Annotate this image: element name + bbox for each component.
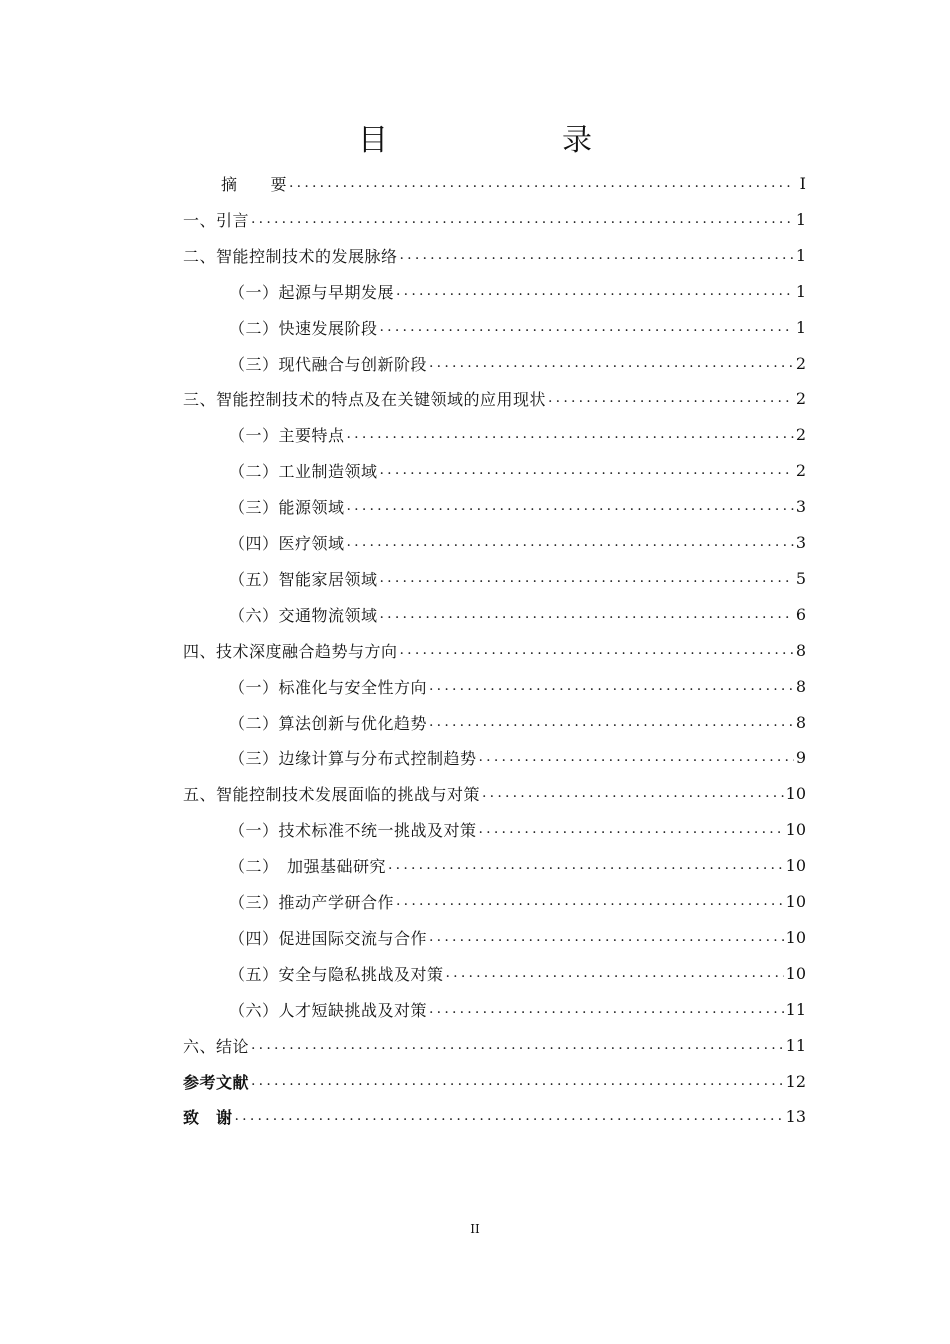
- toc-entry-page: 3: [795, 496, 806, 516]
- toc-entry-page: 3: [795, 532, 806, 552]
- toc-entry-page: 10: [785, 819, 806, 839]
- toc-entry[interactable]: [183, 240, 806, 270]
- toc-entry-page: 13: [785, 1106, 806, 1126]
- toc-entry[interactable]: [229, 276, 806, 306]
- toc-entry-page: 10: [785, 927, 806, 947]
- toc-entry-label: （四）医疗领域: [229, 533, 345, 553]
- toc-entry-label: （二） 加强基础研究: [229, 856, 387, 876]
- toc-entry[interactable]: [229, 742, 806, 772]
- toc-entry-page: 10: [785, 891, 806, 911]
- toc-leader-dots: [429, 671, 794, 701]
- toc-entry[interactable]: [229, 455, 806, 485]
- toc-entry-page: I: [799, 173, 806, 193]
- toc-entry[interactable]: [183, 1066, 806, 1096]
- toc-entry-label: 四、技术深度融合趋势与方向: [183, 641, 398, 661]
- toc-entry-page: 8: [795, 640, 806, 660]
- toc-entry-label: （五）安全与隐私挑战及对策: [229, 964, 444, 984]
- toc-entry[interactable]: [229, 419, 806, 449]
- toc-entry[interactable]: [229, 958, 806, 988]
- toc-entry[interactable]: [183, 204, 806, 234]
- toc-entry-page: 10: [785, 855, 806, 875]
- toc-leader-dots: [396, 886, 784, 916]
- toc-entry[interactable]: [183, 778, 806, 808]
- toc-entry-label: 摘 要: [221, 174, 288, 194]
- toc-entry-page: 11: [785, 1035, 806, 1055]
- toc-leader-dots: [347, 491, 794, 521]
- toc-entry-page: 11: [785, 999, 806, 1019]
- toc-entry-label: （一）起源与早期发展: [229, 282, 395, 302]
- toc-entry-page: 9: [795, 747, 806, 767]
- toc-entry-page: 8: [795, 676, 806, 696]
- toc-entry-label: 六、结论: [183, 1036, 250, 1056]
- toc-entry-label: （六）人才短缺挑战及对策: [229, 1000, 428, 1020]
- toc-entry-label: （五）智能家居领域: [229, 569, 378, 589]
- toc-title: 目 录: [358, 123, 630, 158]
- toc-entry-label: （三）边缘计算与分布式控制趋势: [229, 748, 477, 768]
- toc-leader-dots: [548, 383, 794, 413]
- toc-entry-label: （二）工业制造领域: [229, 461, 378, 481]
- toc-entry[interactable]: [183, 383, 806, 413]
- toc-leader-dots: [347, 527, 794, 557]
- toc-entry-label: （一）主要特点: [229, 425, 345, 445]
- toc-leader-dots: [446, 958, 784, 988]
- toc-entry-label: （一）技术标准不统一挑战及对策: [229, 820, 477, 840]
- toc-leader-dots: [235, 1101, 784, 1131]
- toc-entry[interactable]: [229, 994, 806, 1024]
- toc-entry[interactable]: [229, 850, 806, 880]
- toc-leader-dots: [251, 1030, 784, 1060]
- toc-entry-page: 10: [785, 963, 806, 983]
- toc-entry-label: 致 谢: [183, 1107, 233, 1127]
- toc-leader-dots: [479, 742, 794, 772]
- toc-entry-page: 2: [795, 460, 806, 480]
- toc-entry[interactable]: [229, 527, 806, 557]
- toc-entry-page: 5: [795, 568, 806, 588]
- page-number: II: [470, 1222, 480, 1236]
- toc-entry-page: 1: [795, 281, 806, 301]
- toc-entry-label: 参考文献: [183, 1072, 250, 1092]
- toc-entry[interactable]: [229, 707, 806, 737]
- toc-entry-label: （四）促进国际交流与合作: [229, 928, 428, 948]
- toc-entry[interactable]: [183, 635, 806, 665]
- toc-leader-dots: [396, 276, 794, 306]
- toc-entry[interactable]: [229, 599, 806, 629]
- toc-entry-page: 1: [795, 317, 806, 337]
- toc-entry-label: （三）能源领域: [229, 497, 345, 517]
- toc-entry-label: （一）标准化与安全性方向: [229, 677, 428, 697]
- toc-leader-dots: [347, 419, 794, 449]
- toc-entry-page: 1: [795, 209, 806, 229]
- toc-entry[interactable]: [229, 312, 806, 342]
- toc-entry-label: （二）算法创新与优化趋势: [229, 713, 428, 733]
- toc-leader-dots: [251, 204, 794, 234]
- toc-leader-dots: [380, 312, 794, 342]
- toc-entry-page: 12: [785, 1071, 806, 1091]
- toc-leader-dots: [479, 814, 784, 844]
- toc-entry-page: 6: [795, 604, 806, 624]
- toc-entry-label: 二、智能控制技术的发展脉络: [183, 246, 398, 266]
- toc-entry[interactable]: [229, 922, 806, 952]
- toc-leader-dots: [380, 563, 794, 593]
- toc-leader-dots: [429, 922, 784, 952]
- toc-entry-label: （三）推动产学研合作: [229, 892, 395, 912]
- toc-leader-dots: [289, 168, 794, 198]
- toc-entry-label: （二）快速发展阶段: [229, 318, 378, 338]
- toc-leader-dots: [482, 778, 784, 808]
- toc-leader-dots: [400, 240, 794, 270]
- toc-entry-label: 一、引言: [183, 210, 250, 230]
- toc-leader-dots: [388, 850, 784, 880]
- toc-leader-dots: [380, 599, 794, 629]
- toc-entry[interactable]: [229, 886, 806, 916]
- toc-entry-page: 1: [795, 245, 806, 265]
- toc-entry[interactable]: [229, 814, 806, 844]
- toc-entry-page: 8: [795, 712, 806, 732]
- toc-entry[interactable]: [221, 168, 806, 198]
- toc-entry-label: 三、智能控制技术的特点及在关键领域的应用现状: [183, 389, 547, 409]
- toc-leader-dots: [400, 635, 794, 665]
- toc-leader-dots: [429, 348, 794, 378]
- toc-entry[interactable]: [229, 563, 806, 593]
- toc-entry-page: 10: [785, 783, 806, 803]
- toc-entry[interactable]: [183, 1101, 806, 1131]
- toc-entry-page: 2: [795, 353, 806, 373]
- toc-entry-label: （三）现代融合与创新阶段: [229, 354, 428, 374]
- toc-entry-page: 2: [795, 424, 806, 444]
- toc-entry[interactable]: [183, 1030, 806, 1060]
- toc-leader-dots: [429, 994, 784, 1024]
- toc-entry[interactable]: [229, 671, 806, 701]
- toc-leader-dots: [429, 707, 794, 737]
- toc-entry[interactable]: [229, 491, 806, 521]
- toc-entry-page: 2: [795, 388, 806, 408]
- toc-leader-dots: [251, 1066, 784, 1096]
- toc-leader-dots: [380, 455, 794, 485]
- toc-entry-label: 五、智能控制技术发展面临的挑战与对策: [183, 784, 481, 804]
- toc-entry[interactable]: [229, 348, 806, 378]
- toc-entry-label: （六）交通物流领域: [229, 605, 378, 625]
